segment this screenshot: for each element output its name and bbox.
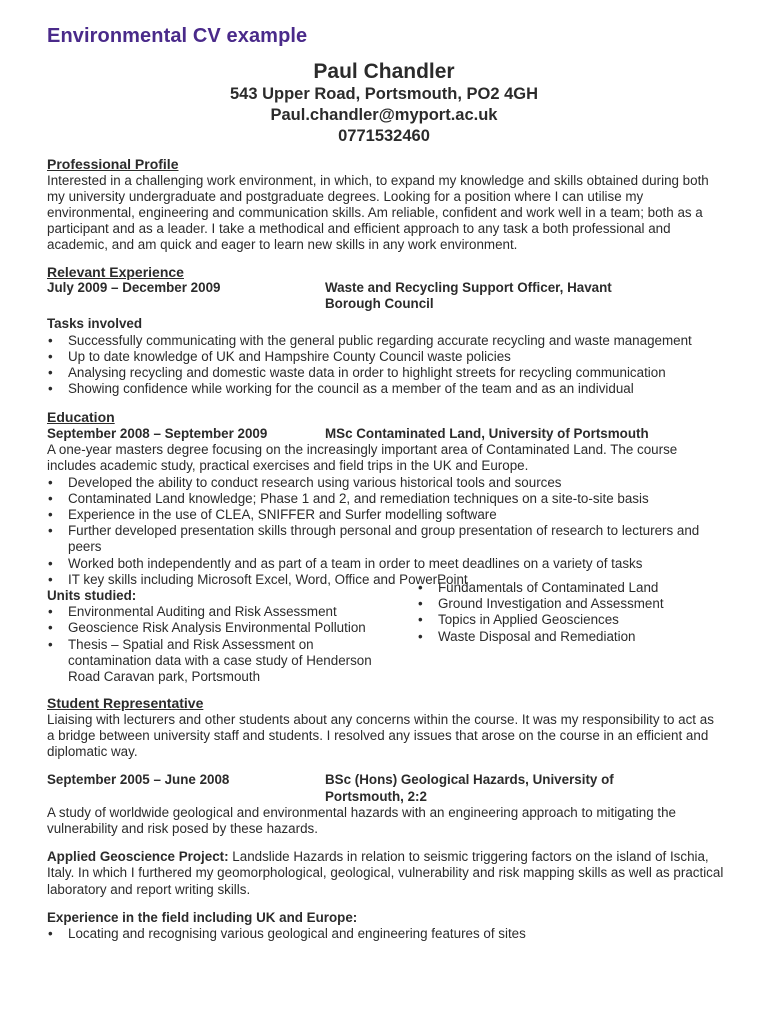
- list-item: • Waste Disposal and Remediation: [417, 629, 725, 645]
- bsc-description: A study of worldwide geological and environmental hazards with an engineering approach to mitigating the vulnerability and risk posed by these hazards.: [47, 804, 677, 836]
- profile-text: Interested in a challenging work environment, in which, to expand my knowledge and skills obtained during both my university undergraduate and postgraduate degrees. Looking for a position where I can utilise my environmental, engineering and communication skills. Am reliable, confident and work well in a team; both as a participant and as a leader. I take a methodical and efficient approach to any task a both professional and academic, and am quick and eager to learn new skills in any work environment.: [47, 172, 709, 253]
- candidate-name: Paul Chandler: [313, 60, 455, 83]
- list-item: • Worked both independently and as part of a team in order to meet deadlines on a variety of tasks: [47, 556, 725, 572]
- list-item: • Showing confidence while working for the council as a member of the team and as an individual: [47, 381, 725, 397]
- student-rep-heading: Student Representative: [47, 695, 204, 712]
- student-rep-text: Liaising with lecturers and other students about any concerns within the course. It was my responsibility to act as a bridge between university staff and students. I resolved any issues that arose on the course in an efficient and diplomatic way.: [47, 711, 714, 760]
- cv-header: [0, 60, 768, 147]
- units-left: [47, 588, 417, 685]
- candidate-email: Paul.chandler@myport.ac.uk: [270, 106, 498, 124]
- list-item: • Ground Investigation and Assessment: [417, 596, 725, 612]
- msc-bullets: [47, 475, 725, 588]
- project-label: Applied Geoscience Project:: [47, 849, 229, 865]
- list-item: • Up to date knowledge of UK and Hampshire County Council waste policies: [47, 349, 725, 365]
- msc-description: A one-year masters degree focusing on the increasingly important area of Contaminated Land. The course includes academic study, practical exercises and field trips in the UK and Europe.: [47, 442, 678, 474]
- list-item: • Experience in the use of CLEA, SNIFFER and Surfer modelling software: [47, 507, 725, 523]
- education-heading: Education: [47, 409, 115, 426]
- experience-dates: July 2009 – December 2009: [47, 280, 221, 296]
- tasks-heading: Tasks involved: [47, 316, 143, 332]
- list-item: • Locating and recognising various geological and engineering features of sites: [47, 926, 725, 942]
- field-heading: Experience in the field including UK and Europe:: [47, 909, 358, 925]
- bsc-title: BSc (Hons) Geological Hazards, University of Portsmouth, 2:2: [325, 772, 614, 804]
- list-item: • Geoscience Risk Analysis Environmental Pollution: [47, 620, 417, 636]
- units-right: [417, 580, 725, 685]
- list-item: • Developed the ability to conduct research using various historical tools and sources: [47, 475, 725, 491]
- list-item: • Environmental Auditing and Risk Assessment: [47, 604, 417, 620]
- experience-heading: Relevant Experience: [47, 263, 184, 280]
- candidate-phone: 0771532460: [338, 127, 430, 145]
- experience-role: Waste and Recycling Support Officer, Havant Borough Council: [325, 280, 612, 312]
- bsc-row: [47, 772, 725, 804]
- msc-row: [47, 426, 725, 442]
- units-heading: Units studied:: [47, 587, 137, 603]
- msc-dates: September 2008 – September 2009: [47, 425, 268, 441]
- tasks-list: [47, 333, 725, 398]
- bsc-project: [47, 849, 725, 898]
- candidate-address: 543 Upper Road, Portsmouth, PO2 4GH: [229, 85, 539, 103]
- list-item: • Thesis – Spatial and Risk Assessment on contamination data with a case study of Henderson Road Caravan park, Portsmouth: [47, 637, 417, 686]
- experience-row: [47, 280, 725, 312]
- list-item: • Contaminated Land knowledge; Phase 1 and 2, and remediation techniques on a site-to-site basis: [47, 491, 725, 507]
- list-item: • IT key skills including Microsoft Excel, Word, Office and PowerPoint: [47, 572, 725, 588]
- list-item: • Analysing recycling and domestic waste data in order to highlight streets for recycling communication: [47, 365, 725, 381]
- cv-body: [47, 156, 725, 942]
- project-text: Landslide Hazards in relation to seismic triggering factors on the island of Ischia, Italy. In which I furthered my geomorphological, geological, vulnerability and risk mapping skills as well as practical laboratory and report writing skills.: [47, 849, 724, 897]
- field-bullets: [47, 926, 725, 942]
- list-item: • Topics in Applied Geosciences: [417, 612, 725, 628]
- list-item: • Fundamentals of Contaminated Land: [417, 580, 725, 596]
- list-item: • Further developed presentation skills through personal and group presentation of research to lecturers and peers: [47, 523, 725, 555]
- bsc-dates: September 2005 – June 2008: [47, 772, 230, 788]
- list-item: • Successfully communicating with the general public regarding accurate recycling and waste management: [47, 333, 725, 349]
- msc-title: MSc Contaminated Land, University of Portsmouth: [325, 425, 649, 441]
- page-title: Environmental CV example: [47, 25, 308, 47]
- profile-heading: Professional Profile: [47, 156, 179, 172]
